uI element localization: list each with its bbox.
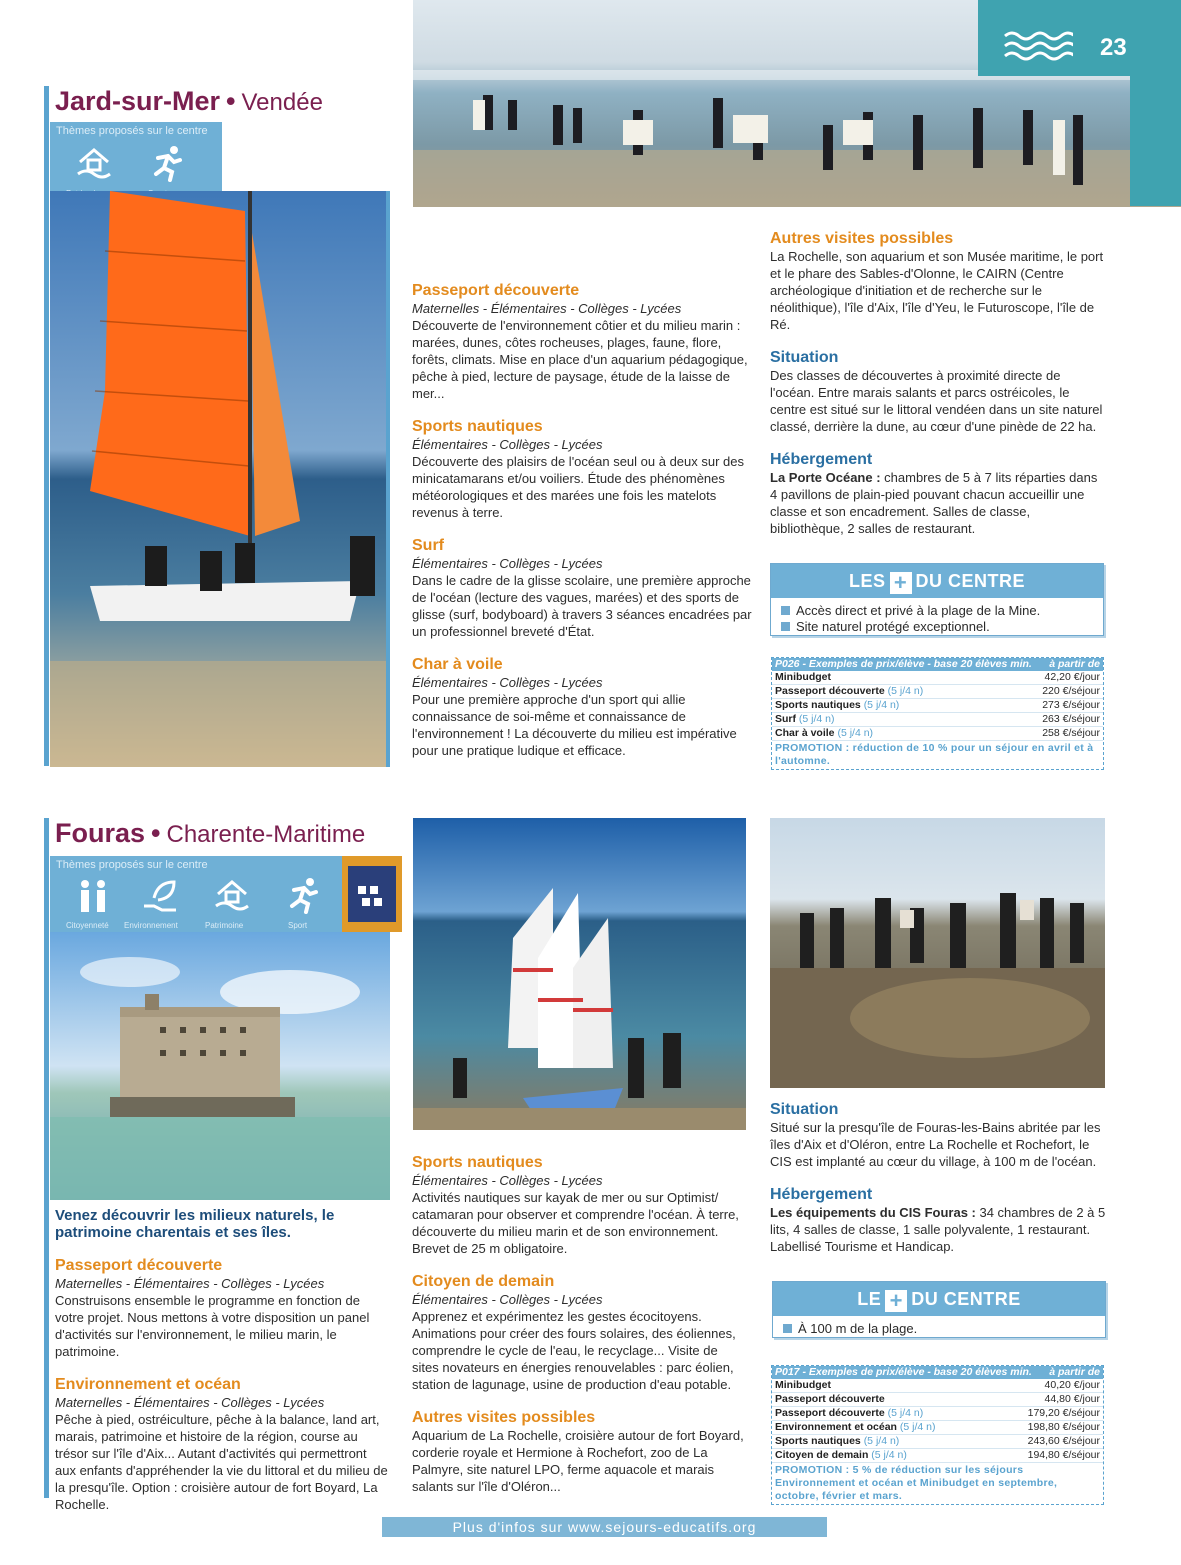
center-highlights-box	[772, 1281, 1106, 1338]
situation-title: Situation	[770, 349, 839, 366]
activity-text: Pêche à pied, ostréiculture, pêche à la balance, land art, marais, patrimoine et histoire de la région, course au trésor sur l'île d'Aix... Autant d'activités qui permettront aux enfants d'appréhender la vie du littoral et du milieu de la presqu'île. Option : croisière autour de fort Boyard, La Rochelle.	[55, 1412, 388, 1512]
price-row: Minibudget 42,20 €/jour	[772, 671, 1103, 685]
activity-title: Passeport découverte	[55, 1257, 223, 1274]
section-title	[55, 86, 323, 117]
autres-visites-text: La Rochelle, son aquarium et son Musée maritime, le port et le phare des Sables-d'Olonne, le CAIRN (Centre archéologique d'initiation et de recherche sur le néolithique), l'île d'Aix, l'île d'Yeu, le Futuroscope, l'île de Ré.	[770, 249, 1104, 332]
hebergement-bold: Les équipements du CIS Fouras :	[770, 1205, 976, 1220]
price-row: Sports nautiques (5 j/4 n) 273 €/séjour	[772, 699, 1103, 713]
website-footer-link[interactable]: Plus d'infos sur www.sejours-educatifs.org	[382, 1517, 827, 1537]
citoyennete-icon	[76, 878, 110, 914]
bullet-icon	[781, 622, 790, 631]
waves-icon	[1003, 30, 1073, 62]
price-row: Passeport découverte (5 j/4 n) 179,20 €/séjour	[772, 1407, 1103, 1421]
fouras-intro-column	[55, 1207, 390, 1513]
theme-label-patrimoine: Patrimoine	[205, 921, 244, 930]
fouras-info-column	[770, 1101, 1106, 1255]
section-title	[55, 818, 365, 849]
highlight-item: Accès direct et privé à la plage de la Mine.	[781, 603, 1093, 619]
sport-icon	[150, 144, 186, 182]
jard-info-column	[770, 230, 1106, 537]
activity-levels: Élémentaires - Collèges - Lycées	[412, 437, 603, 452]
sport-icon	[286, 876, 322, 914]
hebergement-text	[770, 469, 1106, 537]
activity-levels: Maternelles - Élémentaires - Collèges - Lycées	[55, 1395, 325, 1410]
price-header: P017 - Exemples de prix/élève - base 20 élèves min. à partir de	[772, 1366, 1103, 1379]
promotion-text: PROMOTION : réduction de 10 % pour un séjour en avril et à l'automne.	[775, 742, 1094, 767]
highlights-head-left: LE	[857, 1289, 882, 1309]
activity-title: Citoyen de demain	[412, 1273, 555, 1290]
activity-title: Environnement et océan	[55, 1376, 241, 1393]
situation-title: Situation	[770, 1101, 839, 1118]
activity-text: Découverte de l'environnement côtier et du milieu marin : marées, dunes, côtes rocheuses, plages, faune, flore, forêts, climats. Mise en place d'un aquarium pédagogique, pêche à pied, lecture de paysage, étude de la laisse de mer...	[412, 318, 748, 401]
activity-text: Construisons ensemble le programme en fonction de votre projet. Nous mettons à votre disposition un panel d'activités sur l'environnement, le milieu marin, le patrimoine.	[55, 1293, 370, 1359]
themes-box	[50, 856, 342, 932]
highlights-head-right: DU CENTRE	[915, 571, 1026, 591]
patrimoine-icon	[214, 878, 250, 912]
fort-boyard-photo	[50, 932, 390, 1200]
activity-levels: Élémentaires - Collèges - Lycées	[412, 675, 603, 690]
price-row: Passeport découverte 44,80 €/jour	[772, 1393, 1103, 1407]
theme-label-environnement: Environnement	[124, 921, 178, 930]
highlights-header	[771, 564, 1103, 598]
title-dot: •	[226, 86, 236, 116]
hebergement-body: 34 chambres de 2 à 5 lits, 4 salles de classe, 1 salle polyvalente, 1 restaurant. Labellisé Tourisme et Handicap.	[770, 1205, 1106, 1254]
price-table	[771, 657, 1104, 770]
page-number-tab-extension	[1130, 76, 1181, 206]
environnement-icon	[142, 878, 178, 914]
activity-levels: Élémentaires - Collèges - Lycées	[412, 1292, 603, 1307]
activity-levels: Maternelles - Élémentaires - Collèges - Lycées	[55, 1276, 325, 1291]
highlights-list	[773, 1316, 1105, 1342]
autres-visites-title: Autres visites possibles	[412, 1409, 596, 1426]
plus-icon: +	[885, 1290, 907, 1312]
section-bar	[44, 86, 49, 766]
highlight-item: À 100 m de la plage.	[783, 1321, 1095, 1337]
situation-text: Situé sur la presqu'île de Fouras-les-Bains abritée par les îles d'Aix et d'Oléron, entre La Rochelle et Rochefort, le CIS est implanté au cœur du village, à 100 m de l'océan.	[770, 1120, 1101, 1169]
activity-text: Découverte des plaisirs de l'océan seul ou à deux sur des minicatamarans et/ou voiliers. Étude des phénomènes météorologiques et des marées une fois les matelots revenus à terre.	[412, 454, 745, 520]
center-region: Charente-Maritime	[166, 821, 366, 848]
plus-icon: +	[890, 572, 912, 594]
hebergement-title: Hébergement	[770, 1186, 873, 1203]
activity-title: Surf	[412, 537, 444, 554]
center-region: Vendée	[241, 89, 323, 116]
activity-title: Sports nautiques	[412, 1154, 543, 1171]
highlights-list	[771, 598, 1103, 640]
page-number: 23	[1100, 34, 1127, 61]
center-name: Fouras	[55, 818, 146, 848]
activity-text: Apprenez et expérimentez les gestes écocitoyens. Animations pour créer des fours solaires, des éoliennes, comprendre le cycle de l'eau, le recyclage... Visite de sites novateurs en énergies renouvelables : parc éolien, station de lagunage, usine de production d'eau potable.	[412, 1309, 736, 1392]
activity-levels: Maternelles - Élémentaires - Collèges - Lycées	[412, 301, 682, 316]
price-header: P026 - Exemples de prix/élève - base 20 élèves min. à partir de	[772, 658, 1103, 671]
price-row: Minibudget 40,20 €/jour	[772, 1379, 1103, 1393]
activity-title: Char à voile	[412, 656, 503, 673]
fouras-activities-column	[412, 1154, 748, 1495]
theme-label-citoyennete: Citoyenneté	[66, 921, 109, 930]
situation-text: Des classes de découvertes à proximité directe de l'océan. Entre marais salants et parcs ostréicoles, le centre est situé sur le littoral vendéen dans un site naturel classé, derrière la dune, au cœur d'une pinède de 22 ha.	[770, 368, 1103, 434]
activity-levels: Élémentaires - Collèges - Lycées	[412, 1173, 603, 1188]
activity-text: Pour une première approche d'un sport qui allie connaissance de soi-même et connaissance de l'environnement ! La découverte du milieu est impérative pour une pratique ludique et efficace.	[412, 692, 737, 758]
title-dot: •	[151, 818, 161, 848]
price-row: Passeport découverte (5 j/4 n) 220 €/séjour	[772, 685, 1103, 699]
bullet-icon	[781, 606, 790, 615]
optimist-sailing-photo	[413, 818, 746, 1130]
activity-text: Dans le cadre de la glisse scolaire, une première approche de l'océan (lecture des vagues, marées) et des sports de glisse (surf, bodyboard) à travers 3 séances encadrées par un professionnel breveté d'État.	[412, 573, 752, 639]
activity-title: Sports nautiques	[412, 418, 543, 435]
autres-visites-text: Aquarium de La Rochelle, croisière autour de fort Boyard, corderie royale et Hermione à Rochefort, zoo de La Palmyre, site naturel LPO, ferme aquacole et marais salants sur l'île d'Oléron...	[412, 1428, 744, 1494]
highlights-head-left: LES	[848, 571, 886, 591]
catamaran-photo	[50, 191, 390, 767]
autres-visites-title: Autres visites possibles	[770, 230, 954, 247]
price-row: Citoyen de demain (5 j/4 n) 194,80 €/séjour	[772, 1449, 1103, 1463]
activity-levels: Élémentaires - Collèges - Lycées	[412, 556, 603, 571]
price-row: Sports nautiques (5 j/4 n) 243,60 €/séjour	[772, 1435, 1103, 1449]
price-row: Surf (5 j/4 n) 263 €/séjour	[772, 713, 1103, 727]
hebergement-bold: La Porte Océane :	[770, 470, 881, 485]
price-row: Environnement et océan (5 j/4 n) 198,80 €/séjour	[772, 1421, 1103, 1435]
center-name: Jard-sur-Mer	[55, 86, 221, 116]
theme-label-sport: Sport	[288, 921, 308, 930]
themes-label: Thèmes proposés sur le centre	[56, 125, 208, 137]
label-logo	[342, 856, 402, 932]
highlights-header	[773, 1282, 1105, 1316]
section-bar	[44, 818, 49, 1498]
fieldtrip-shore-photo	[770, 818, 1105, 1088]
highlight-item: Site naturel protégé exceptionnel.	[781, 619, 1093, 635]
intro-text: Venez découvrir les milieux naturels, le patrimoine charentais et ses îles.	[55, 1207, 335, 1241]
activity-title: Passeport découverte	[412, 282, 580, 299]
hebergement-text	[770, 1204, 1106, 1255]
promotion-text: PROMOTION : 5 % de réduction sur les séjours Environnement et océan et Minibudget en septembre, octobre, février et mars.	[775, 1464, 1058, 1502]
price-table	[771, 1365, 1104, 1505]
highlights-head-right: DU CENTRE	[911, 1289, 1021, 1309]
jard-activities-column	[412, 282, 752, 759]
hebergement-title: Hébergement	[770, 451, 873, 468]
patrimoine-icon	[76, 146, 112, 180]
themes-label: Thèmes proposés sur le centre	[56, 859, 208, 871]
activity-text: Activités nautiques sur kayak de mer ou sur Optimist/ catamaran pour observer et comprendre l'océan. À terre, découverte du milieu marin et de son environnement. Brevet de 25 m obligatoire.	[412, 1190, 739, 1256]
themes-box	[50, 122, 222, 200]
bullet-icon	[783, 1324, 792, 1333]
hebergement-body: chambres de 5 à 7 lits réparties dans 4 pavillons de plain-pied pouvant chacun accueillir une classe et son encadrement. Salles de classe, bibliothèque, 2 salles de restaurant.	[770, 470, 1098, 536]
price-row: Char à voile (5 j/4 n) 258 €/séjour	[772, 727, 1103, 741]
center-highlights-box	[770, 563, 1104, 636]
